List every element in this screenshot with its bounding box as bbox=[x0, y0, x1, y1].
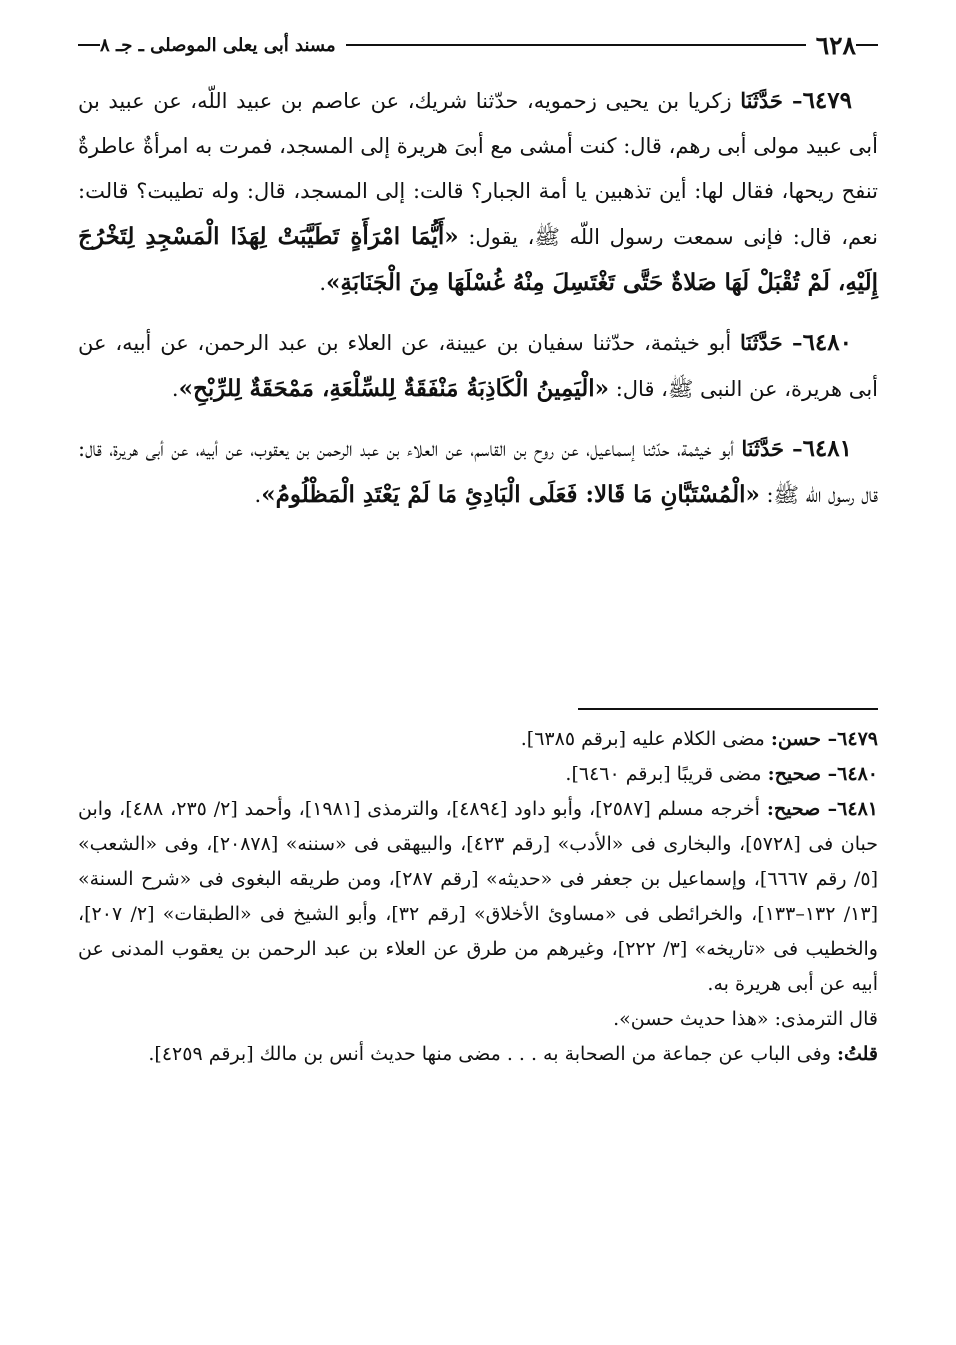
footnote-label: ٦٤٧٩– حسن: bbox=[770, 728, 878, 750]
hadith-number: ٦٤٧٩ bbox=[802, 87, 852, 114]
page-number: ٦٢٨ bbox=[815, 30, 856, 60]
footnote-label: قلتُ: bbox=[836, 1043, 878, 1065]
footnote-label: ٦٤٨١– صحيح: bbox=[766, 798, 878, 820]
hadith-end: . bbox=[319, 271, 326, 295]
footnote-text: مضى قريبًا [برقم ٦٤٦٠]. bbox=[565, 763, 762, 785]
haddathana: – حَدَّثَنَا bbox=[740, 330, 803, 355]
footnote-qultu bbox=[78, 1037, 878, 1072]
isnad: أبو خيثمة، حدّثنا سفيان بن عيينة، عن العلاء بن عبد الرحمن، عن أبيه، عن أبى هريرة، عن النبى ﷺ، قال: bbox=[78, 331, 878, 401]
footnote-tirmidhi bbox=[78, 1002, 878, 1037]
header-rule bbox=[346, 44, 806, 46]
hadith-6481 bbox=[78, 426, 878, 518]
header-dash-end bbox=[78, 44, 100, 46]
hadith-end: . bbox=[254, 483, 262, 507]
isnad: أبو خيثمة، حدّثنا إسماعيل، عن روح بن القاسم، عن العلاء بن عبد الرحمن بن يعقوب، عن أبيه، عن أبى هريرة، قال: قال رسول اللّه ﷺ: bbox=[78, 437, 878, 507]
footnote-label: ٦٤٨٠– صحيح: bbox=[767, 763, 878, 785]
matn: «الْيَمِينُ الْكَاذِبَةُ مَنْفَقَةٌ لِلسِّلْعَةِ، مَمْحَقَةٌ لِلرِّبْحِ» bbox=[178, 375, 610, 402]
hadith-text bbox=[78, 78, 878, 532]
hadith-number: ٦٤٨٠ bbox=[802, 329, 852, 356]
footnote-text: مضى الكلام عليه [برقم ٦٣٨٥]. bbox=[520, 728, 765, 750]
footnote-6479 bbox=[78, 722, 878, 757]
footnote-text: قال الترمذى: «هذا حديث حسن». bbox=[613, 1008, 878, 1030]
isnad: زكريا بن يحيى زحمويه، حدّثنا شريك، عن عاصم بن عبيد اللّه، عن عبيد بن أبى عبيد مولى أبى رهم، قال: كنت أمشى مع أبىَ هريرة إلى المسجد، فمرت به امرأةٌ عاطرةٌ تنفح ريحها، فقال لها: أين تذهبين يا أمة الجبار؟ قالت: إلى المسجد، قال: وله تطيبت؟ قالت: نعم، قال: فإنى سمعت رسول اللّه ﷺ، يقول: bbox=[78, 89, 878, 249]
footnotes bbox=[78, 722, 878, 1072]
footnote-separator bbox=[578, 708, 878, 710]
haddathana: – حَدَّثَنَا bbox=[740, 88, 803, 113]
matn: «أَيُّمَا امْرَأَةٍ تَطَيَّبَتْ لِهَذَا الْمَسْجِدِ لِتَخْرُجَ إِلَيْهِ، لَمْ تُقْبَلْ لَهَا صَلاةٌ حَتَّى تَغْتَسِلَ مِنْهُ غُسْلَهَا مِنَ الْجَنَابَةِ» bbox=[78, 223, 878, 296]
footnote-6480 bbox=[78, 757, 878, 792]
hadith-number: ٦٤٨١ bbox=[802, 435, 852, 462]
haddathana: – حَدَّثَنَا bbox=[741, 436, 803, 461]
hadith-6479 bbox=[78, 78, 878, 306]
hadith-6480 bbox=[78, 320, 878, 412]
header-dash bbox=[856, 44, 878, 46]
running-header bbox=[78, 28, 878, 62]
footnote-text: وفى الباب عن جماعة من الصحابة به . . . مضى منها حديث أنس بن مالك [برقم ٤٢٥٩]. bbox=[148, 1043, 831, 1065]
hadith-end: . bbox=[171, 377, 179, 401]
matn: «الْمُسْتَبَّانِ مَا قَالا: فَعَلَى الْبَادِئِ مَا لَمْ يَعْتَدِ الْمَظْلُومُ» bbox=[261, 481, 760, 508]
book-title: مسند أبى يعلى الموصلى ـ جـ ٨ bbox=[100, 34, 336, 56]
footnote-text: أخرجه مسلم [٢٥٨٧]، وأبو داود [٤٨٩٤]، والترمذى [١٩٨١]، وأحمد [٢/ ٢٣٥، ٤٨٨]، وابن حبان فى [٥٧٢٨]، والبخارى فى «الأدب» [رقم ٤٢٣]، والبيهقى فى «سننه» [٢٠٨٧٨]، وفى «الشعب» [٥/ رقم ٦٦٦٧]، وإسماعيل بن جعفر فى «حديثه» [رقم ٢٨٧]، ومن طريقه البغوى فى «شرح السنة» [١٣/ ١٣٢–١٣٣]، والخرائطى فى «مساوئ الأخلاق» [رقم ٣٢]، وأبو الشيخ فى «الطبقات» [٢/ ٢٠٧]، والخطيب فى «تاريخه» [٣/ ٢٢٢]، وغيرهم من طرق عن العلاء بن عبد الرحمن بن يعقوب المدنى عن أبيه عن أبى هريرة به. bbox=[78, 798, 878, 995]
footnote-6481 bbox=[78, 792, 878, 1002]
